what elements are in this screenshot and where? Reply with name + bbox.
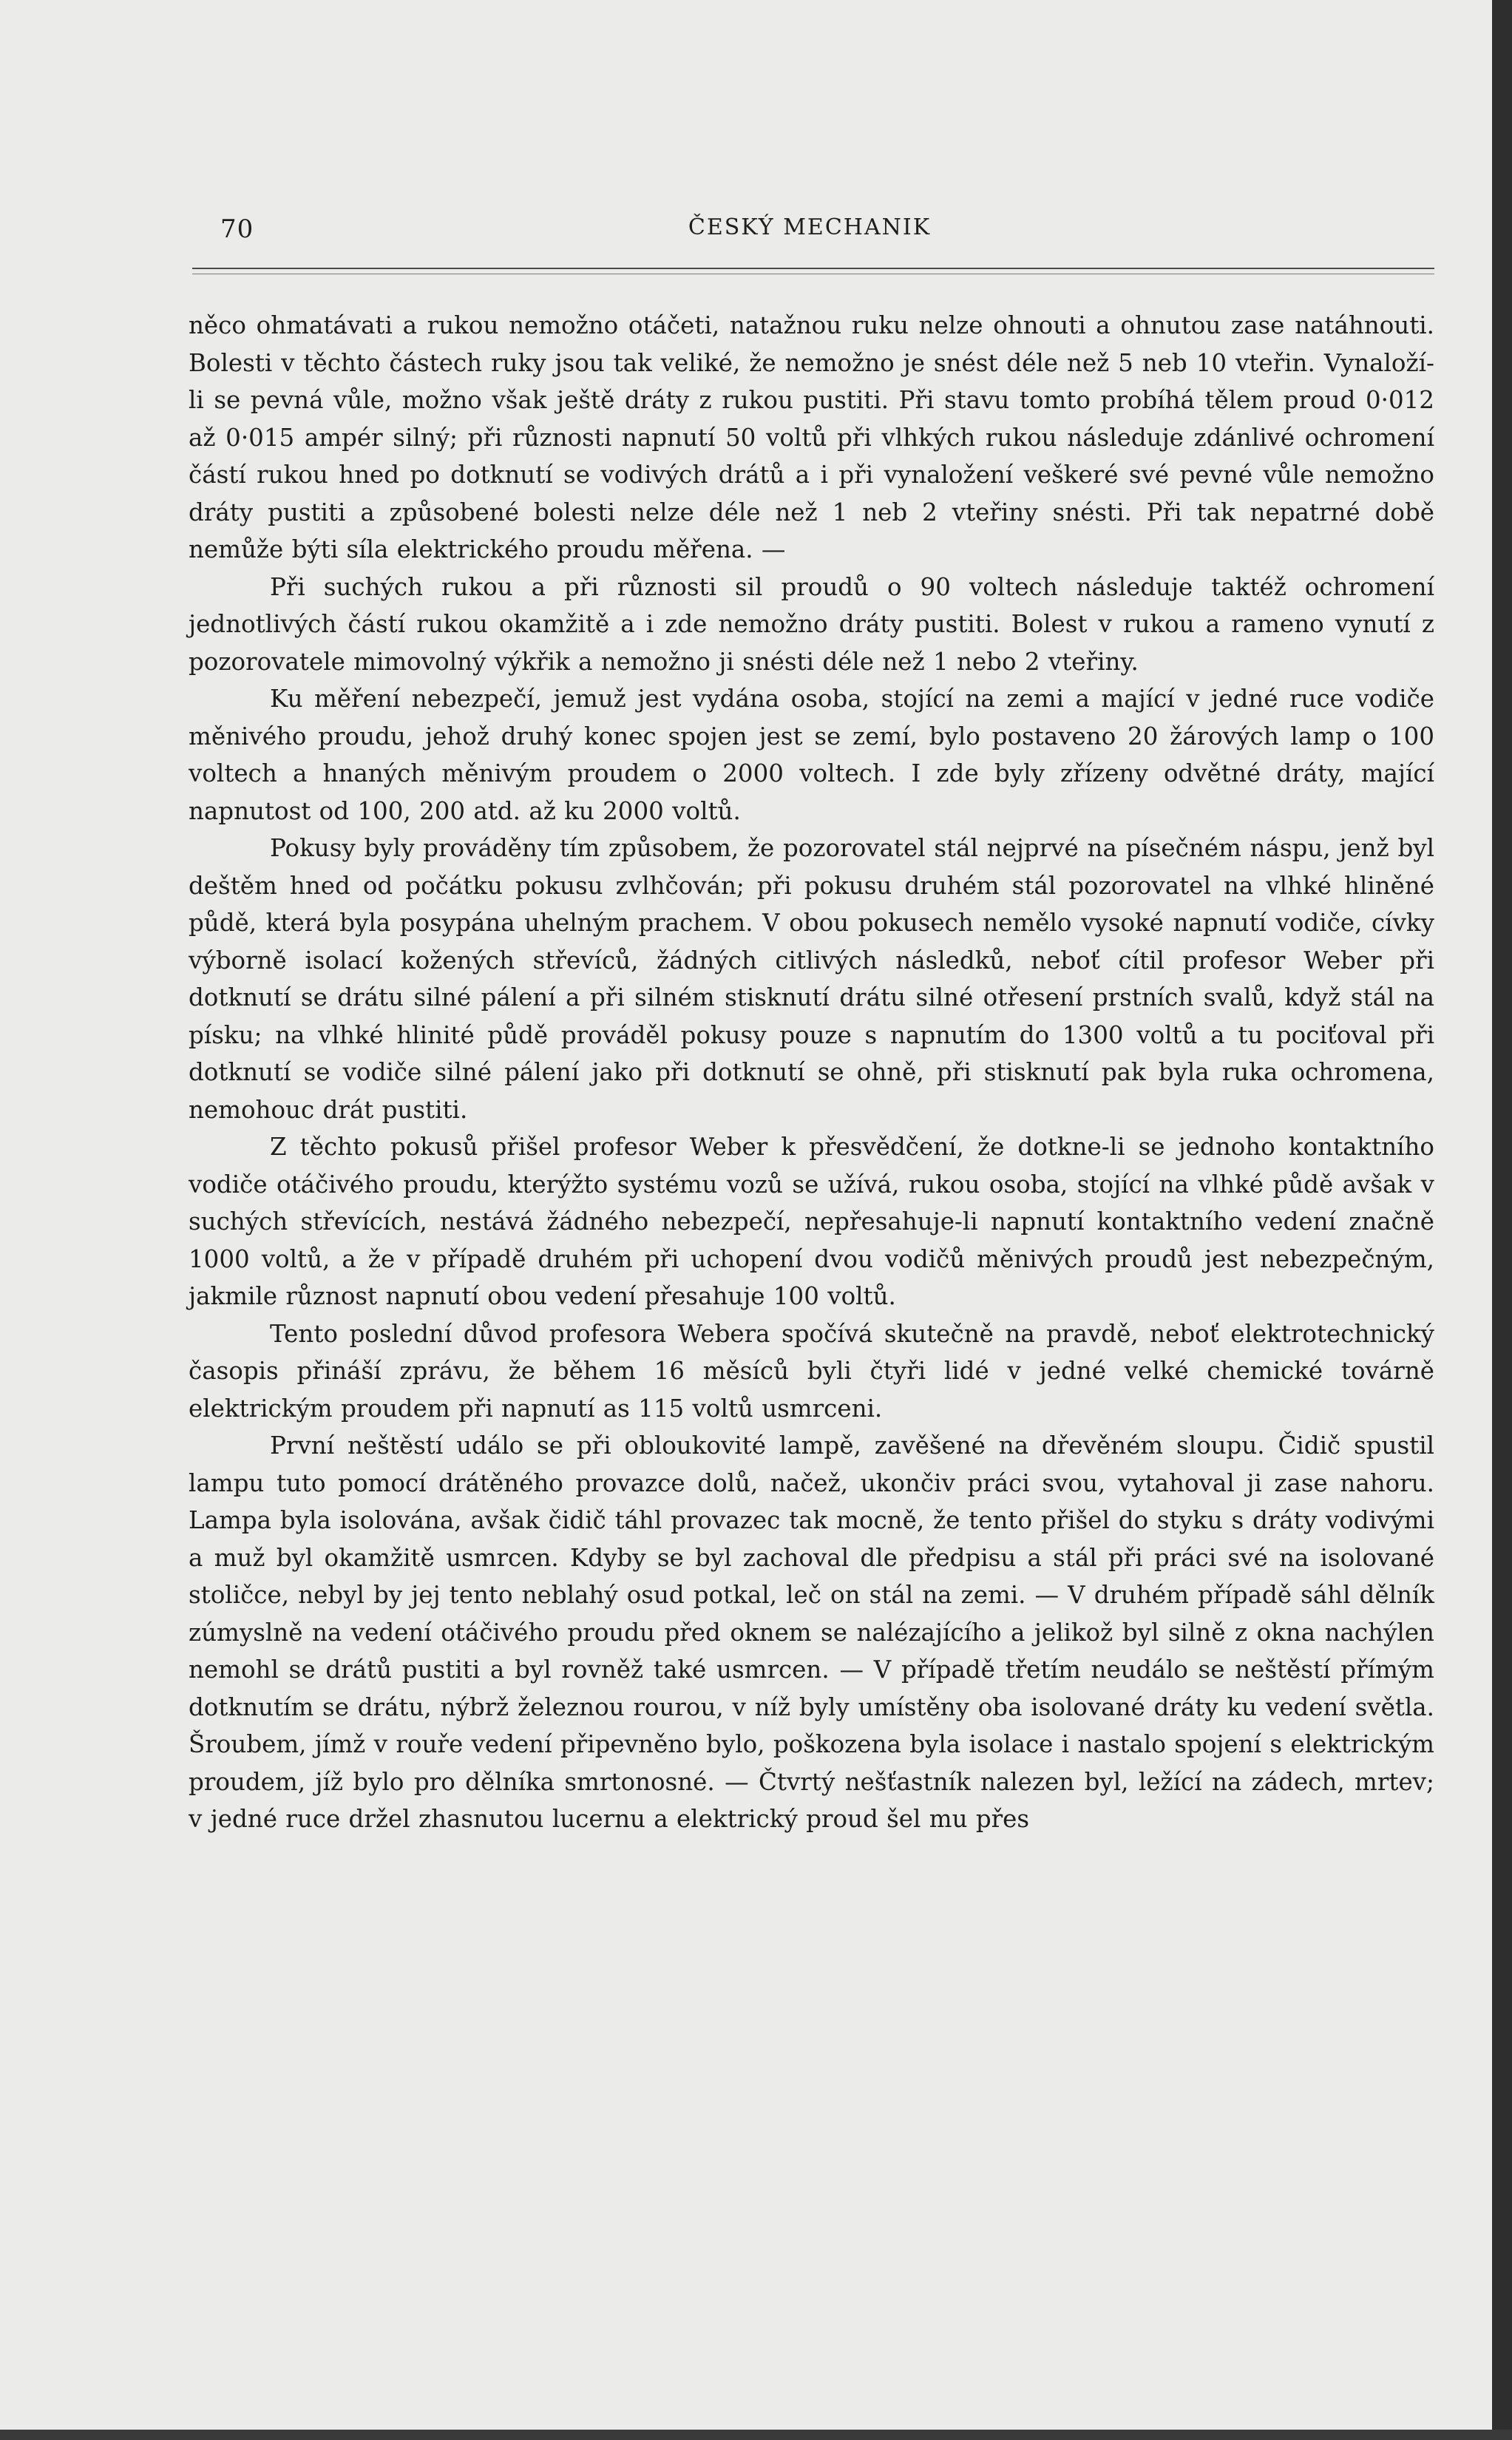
paragraph: Ku měření nebezpečí, jemuž jest vydána osoba, stojící na zemi a mající v jedné ruce vodiče měnivého proudu, jehož druhý konec spojen jest se zemí, bylo postaveno 20 žárových lamp o 100 voltech a hnaných měnivým proudem o 2000 voltech. I zde byly zřízeny odvětné dráty, mající napnutost od 100, 200 atd. až ku 2000 voltů.	[189, 685, 1434, 825]
paragraph: První neštěstí událo se při obloukovité lampě, zavěšené na dřevěném sloupu. Čidič spustil lampu tuto pomocí drátěného provazce dolů, načež, ukončiv práci svou, vytahoval ji zase nahoru. Lampa byla isolována, avšak čidič táhl provazec tak mocně, že tento přišel do styku s dráty vodivými a muž byl okamžitě usmrcen. Kdyby se byl zachoval dle předpisu a stál při práci své na isolované stoličce, nebyl by jej tento neblahý osud potkal, leč on stál na zemi. — V druhém případě sáhl dělník zúmyslně na vedení otáčivého proudu před oknem se nalézajícího a jelikož byl silně z okna nachýlen nemohl se drátů pustiti a byl rovněž také usmrcen. — V případě třetím neudálo se neštěstí přímým dotknutím se drátu, nýbrž železnou rourou, v níž byly umístěny oba isolované dráty ku vedení světla. Šroubem, jímž v rouře vedení připevněno bylo, poškozena byla isolace i nastalo spojení s elektrickým proudem, jíž bylo pro dělníka smrtonosné. — Čtvrtý nešťastník nalezen byl, ležící na zádech, mrtev; v jedné ruce držel zhasnutou lucernu a elektrický proud šel mu přes	[189, 1431, 1434, 1833]
paragraph: Z těchto pokusů přišel profesor Weber k přesvědčení, že dotkne-li se jednoho kontaktního vodiče otáčivého proudu, kterýžto systému vozů se užívá, rukou osoba, stojící na vlhké půdě avšak v suchých střevících, nestává žádného nebezpečí, nepřesahuje-li napnutí kontaktního vedení značně 1000 voltů, a že v případě druhém při uchopení dvou vodičů měnivých proudů jest nebezpečným, jakmile různost napnutí obou vedení přesahuje 100 voltů.	[189, 1133, 1434, 1310]
paragraph: Pokusy byly prováděny tím způsobem, že pozorovatel stál nejprvé na písečném náspu, jenž byl deštěm hned od počátku pokusu zvlhčován; při pokusu druhém stál pozorovatel na vlhké hliněné půdě, která byla posypána uhelným prachem. V obou pokusech nemělo vysoké napnutí vodiče, cívky výborně isolací kožených střevíců, žádných citlivých následků, neboť cítil profesor Weber při dotknutí se drátu silné pálení a při silném stisknutí drátu silné otřesení prstních svalů, když stál na písku; na vlhké hlinité půdě prováděl pokusy pouze s napnutím do 1300 voltů a tu pociťoval při dotknutí se vodiče silné pálení jako při dotknutí se ohně, při stisknutí pak byla ruka ochromena, nemohouc drát pustiti.	[189, 834, 1434, 1124]
paragraph: něco ohmatávati a rukou nemožno otáčeti, natažnou ruku nelze ohnouti a ohnutou zase natáhnouti. Bolesti v těchto částech ruky jsou tak veliké, že nemožno je snést déle než 5 neb 10 vteřin. Vynaloží-li se pevná vůle, možno však ještě dráty z rukou pustiti. Při stavu tomto probíhá tělem proud 0·012 až 0·015 ampér silný; při různosti napnutí 50 voltů při vlhkých rukou následuje zdánlivé ochromení částí rukou hned po dotknutí se vodivých drátů a i při vynaložení veškeré své pevné vůle nemožno dráty pustiti a způsobené bolesti nelze déle než 1 neb 2 vteřiny snésti. Při tak nepatrné době nemůže býti síla elektrického proudu měřena. —	[189, 311, 1434, 563]
paragraph: Při suchých rukou a při různosti sil proudů o 90 voltech následuje taktéž ochromení jednotlivých částí rukou okamžitě a i zde nemožno dráty pustiti. Bolest v rukou a rameno vynutí z pozorovatele mimovolný výkřik a nemožno ji snésti déle než 1 nebo 2 vteřiny.	[189, 572, 1434, 676]
page-number: 70	[220, 214, 254, 244]
scan-edge-bottom	[0, 2430, 1512, 2440]
page-header	[185, 214, 1434, 259]
header-rule	[192, 268, 1434, 269]
scan-edge-right	[1492, 0, 1512, 2440]
body-text	[189, 307, 1434, 1838]
book-page	[185, 214, 1434, 2396]
running-title: ČESKÝ MECHANIK	[688, 214, 932, 240]
paragraph: Tento poslední důvod profesora Webera spočívá skutečně na pravdě, neboť elektrotechnický časopis přináší zprávu, že během 16 měsíců byli čtyři lidé v jedné velké chemické továrně elektrickým proudem při napnutí as 115 voltů usmrceni.	[189, 1319, 1434, 1423]
